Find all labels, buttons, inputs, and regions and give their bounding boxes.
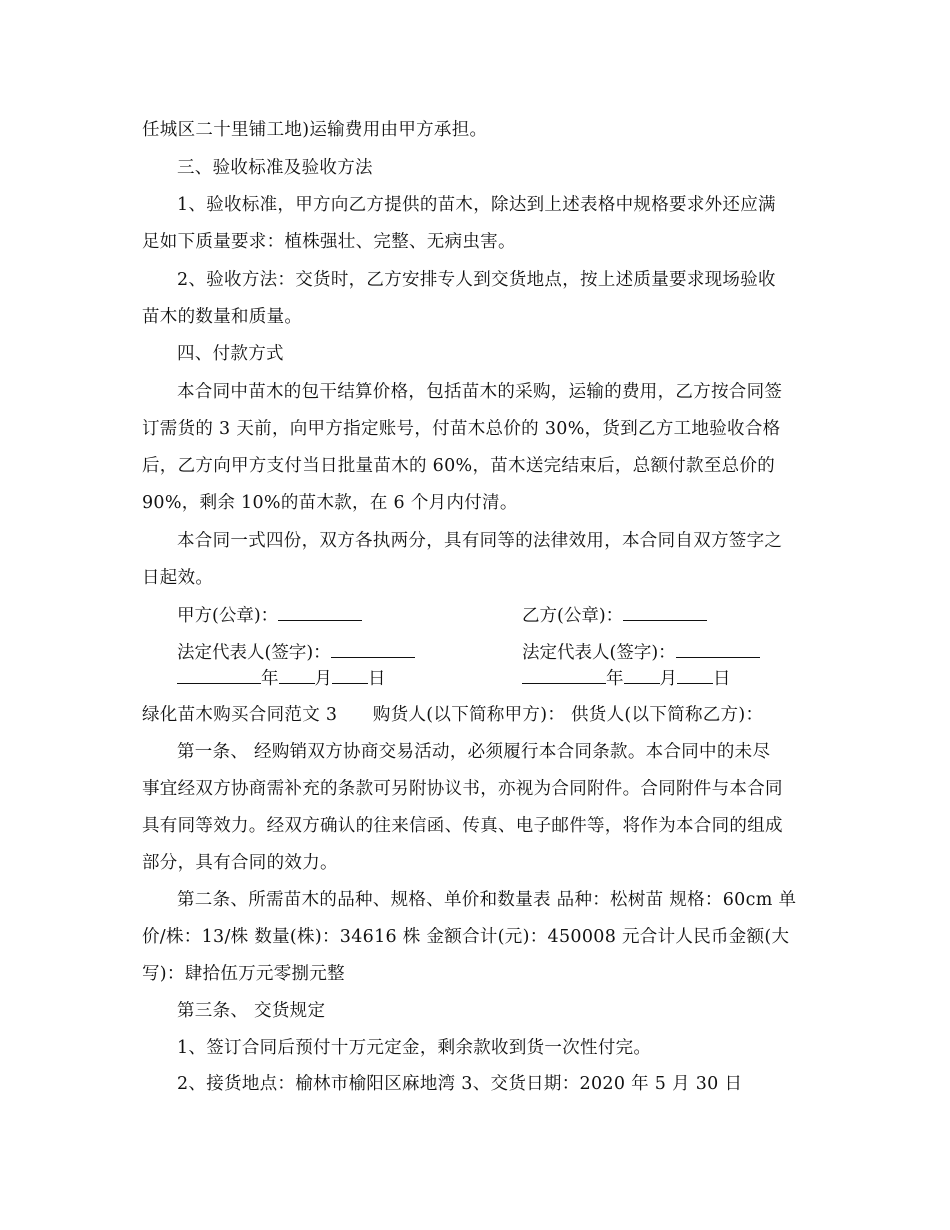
text-line: 写)：肆拾伍万元零捌元整 xyxy=(142,964,345,984)
text-line: 2、接货地点：榆林市榆阳区麻地湾 3、交货日期：2020 年 5 月 30 日 xyxy=(177,1074,743,1094)
date-month-blank xyxy=(624,666,660,684)
text-line: 90%，剩余 10%的苗木款，在 6 个月内付清。 xyxy=(142,493,518,513)
date-month-label: 月 xyxy=(659,669,677,689)
party-a-seal-blank xyxy=(278,603,362,621)
text-line: 本合同一式四份，双方各执两分，具有同等的法律效用，本合同自双方签字之 xyxy=(177,531,783,551)
section-heading: 第三条、 交货规定 xyxy=(177,1001,326,1021)
party-a-date xyxy=(177,666,386,691)
text-line: 部分，具有合同的效力。 xyxy=(142,853,338,873)
date-year-label: 年 xyxy=(606,669,624,689)
party-b-date xyxy=(522,666,731,691)
date-year-blank xyxy=(177,666,261,684)
text-line: 日起效。 xyxy=(142,568,214,588)
date-day-label: 日 xyxy=(368,669,386,689)
party-b-rep-blank xyxy=(676,640,760,658)
text-line: 足如下质量要求：植株强壮、完整、无病虫害。 xyxy=(142,232,516,252)
text-line: 1、签订合同后预付十万元定金，剩余款收到货一次性付完。 xyxy=(177,1038,652,1058)
party-a-seal xyxy=(177,603,362,628)
text-line: 1、验收标准，甲方向乙方提供的苗木，除达到上述表格中规格要求外还应满 xyxy=(177,195,776,215)
party-b-representative xyxy=(522,640,760,665)
party-b-rep-label: 法定代表人(签字)： xyxy=(522,643,676,663)
party-b-seal-label: 乙方(公章)： xyxy=(522,606,624,626)
text-line: 第二条、所需苗木的品种、规格、单价和数量表 品种：松树苗 规格：60cm 单 xyxy=(177,890,797,910)
party-a-rep-label: 法定代表人(签字)： xyxy=(177,643,331,663)
section-heading: 四、付款方式 xyxy=(177,344,284,364)
party-a-seal-label: 甲方(公章)： xyxy=(177,606,279,626)
date-month-blank xyxy=(279,666,315,684)
text-line: 任城区二十里铺工地)运输费用由甲方承担。 xyxy=(142,120,488,140)
date-day-label: 日 xyxy=(713,669,731,689)
contract-title-line: 绿化苗木购买合同范文 3 购货人(以下简称甲方)： 供货人(以下简称乙方)： xyxy=(142,705,764,725)
text-line: 订需货的 3 天前，向甲方指定账号，付苗木总价的 30%，货到乙方工地验收合格 xyxy=(142,419,781,439)
party-b-seal xyxy=(522,603,707,628)
party-b-seal-blank xyxy=(623,603,707,621)
text-line: 本合同中苗木的包干结算价格，包括苗木的采购，运输的费用，乙方按合同签 xyxy=(177,382,783,402)
date-day-blank xyxy=(677,666,713,684)
text-line: 第一条、 经购销双方协商交易活动，必须履行本合同条款。本合同中的未尽 xyxy=(177,742,771,762)
text-line: 价/株：13/株 数量(株)：34616 株 金额合计(元)：450008 元合计人民币金额(大 xyxy=(142,927,790,947)
text-line: 具有同等效力。经双方确认的往来信函、传真、电子邮件等，将作为本合同的组成 xyxy=(142,816,783,836)
text-line: 苗木的数量和质量。 xyxy=(142,307,303,327)
date-year-blank xyxy=(522,666,606,684)
text-line: 事宜经双方协商需补充的条款可另附协议书，亦视为合同附件。合同附件与本合同 xyxy=(142,779,783,799)
section-heading: 三、验收标准及验收方法 xyxy=(177,158,373,178)
date-month-label: 月 xyxy=(314,669,332,689)
text-line: 后，乙方向甲方支付当日批量苗木的 60%，苗木送完结束后，总额付款至总价的 xyxy=(142,456,776,476)
text-line: 2、验收方法：交货时，乙方安排专人到交货地点，按上述质量要求现场验收 xyxy=(177,270,776,290)
date-day-blank xyxy=(332,666,368,684)
party-a-representative xyxy=(177,640,415,665)
party-a-rep-blank xyxy=(331,640,415,658)
date-year-label: 年 xyxy=(261,669,279,689)
